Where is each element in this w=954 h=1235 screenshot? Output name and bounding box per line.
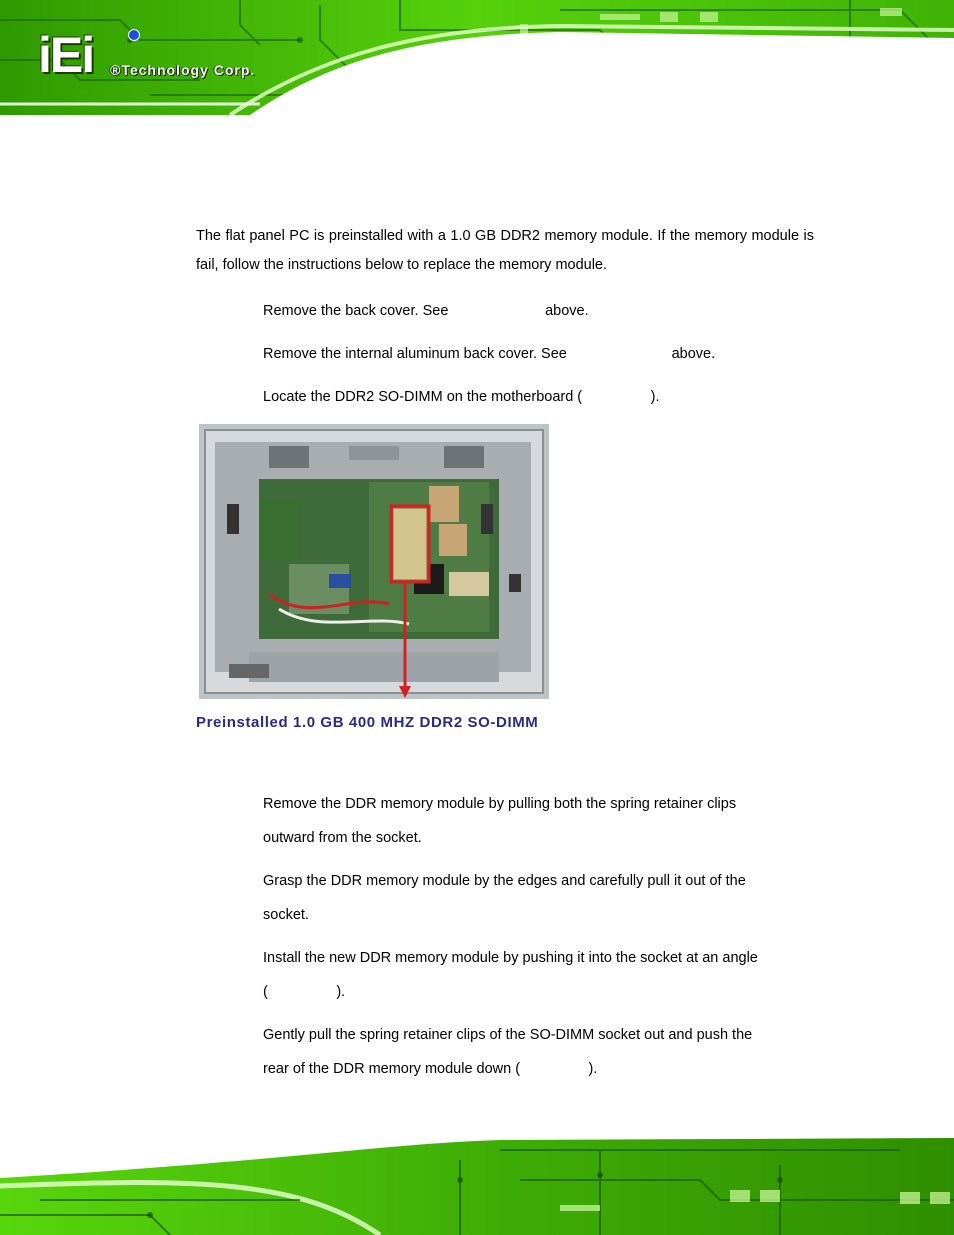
step-install-ddr-line1: Install the new DDR memory module by pushing it into the socket at an angle — [263, 950, 758, 966]
figure-caption: Preinstalled 1.0 GB 400 MHZ DDR2 SO-DIMM — [196, 714, 539, 731]
step-locate-so-dimm: Locate the DDR2 SO-DIMM on the motherboard ( ). — [263, 389, 660, 405]
step-remove-back-cover: Remove the back cover. See above. — [263, 303, 589, 319]
motherboard-illustration — [199, 424, 549, 699]
circuit-board-footer-graphic — [0, 1120, 954, 1235]
step-pull-clips-line2: rear of the DDR memory module down ( ). — [263, 1061, 598, 1077]
step-remove-ddr-line2: outward from the socket. — [263, 830, 422, 846]
step-grasp-ddr-line2: socket. — [263, 907, 309, 923]
step-install-ddr-line2: ( ). — [263, 984, 346, 1000]
step-remove-internal-cover: Remove the internal aluminum back cover. See above. — [263, 346, 716, 362]
logo-text: ®Technology Corp. — [110, 62, 256, 78]
step-pull-clips-line1: Gently pull the spring retainer clips of the SO-DIMM socket out and push the — [263, 1027, 753, 1043]
footer-banner — [0, 1120, 954, 1235]
logo-mark: iEi — [38, 27, 94, 83]
step-grasp-ddr-line1: Grasp the DDR memory module by the edges and carefully pull it out of the — [263, 873, 746, 889]
motherboard-photo — [199, 424, 549, 699]
step-remove-ddr-line1: Remove the DDR memory module by pulling both the spring retainer clips — [263, 796, 737, 812]
intro-paragraph: The flat panel PC is preinstalled with a 1.0 GB DDR2 memory module. If the memory module is fail, follow the instructions below to replace the memory module. — [196, 228, 814, 273]
